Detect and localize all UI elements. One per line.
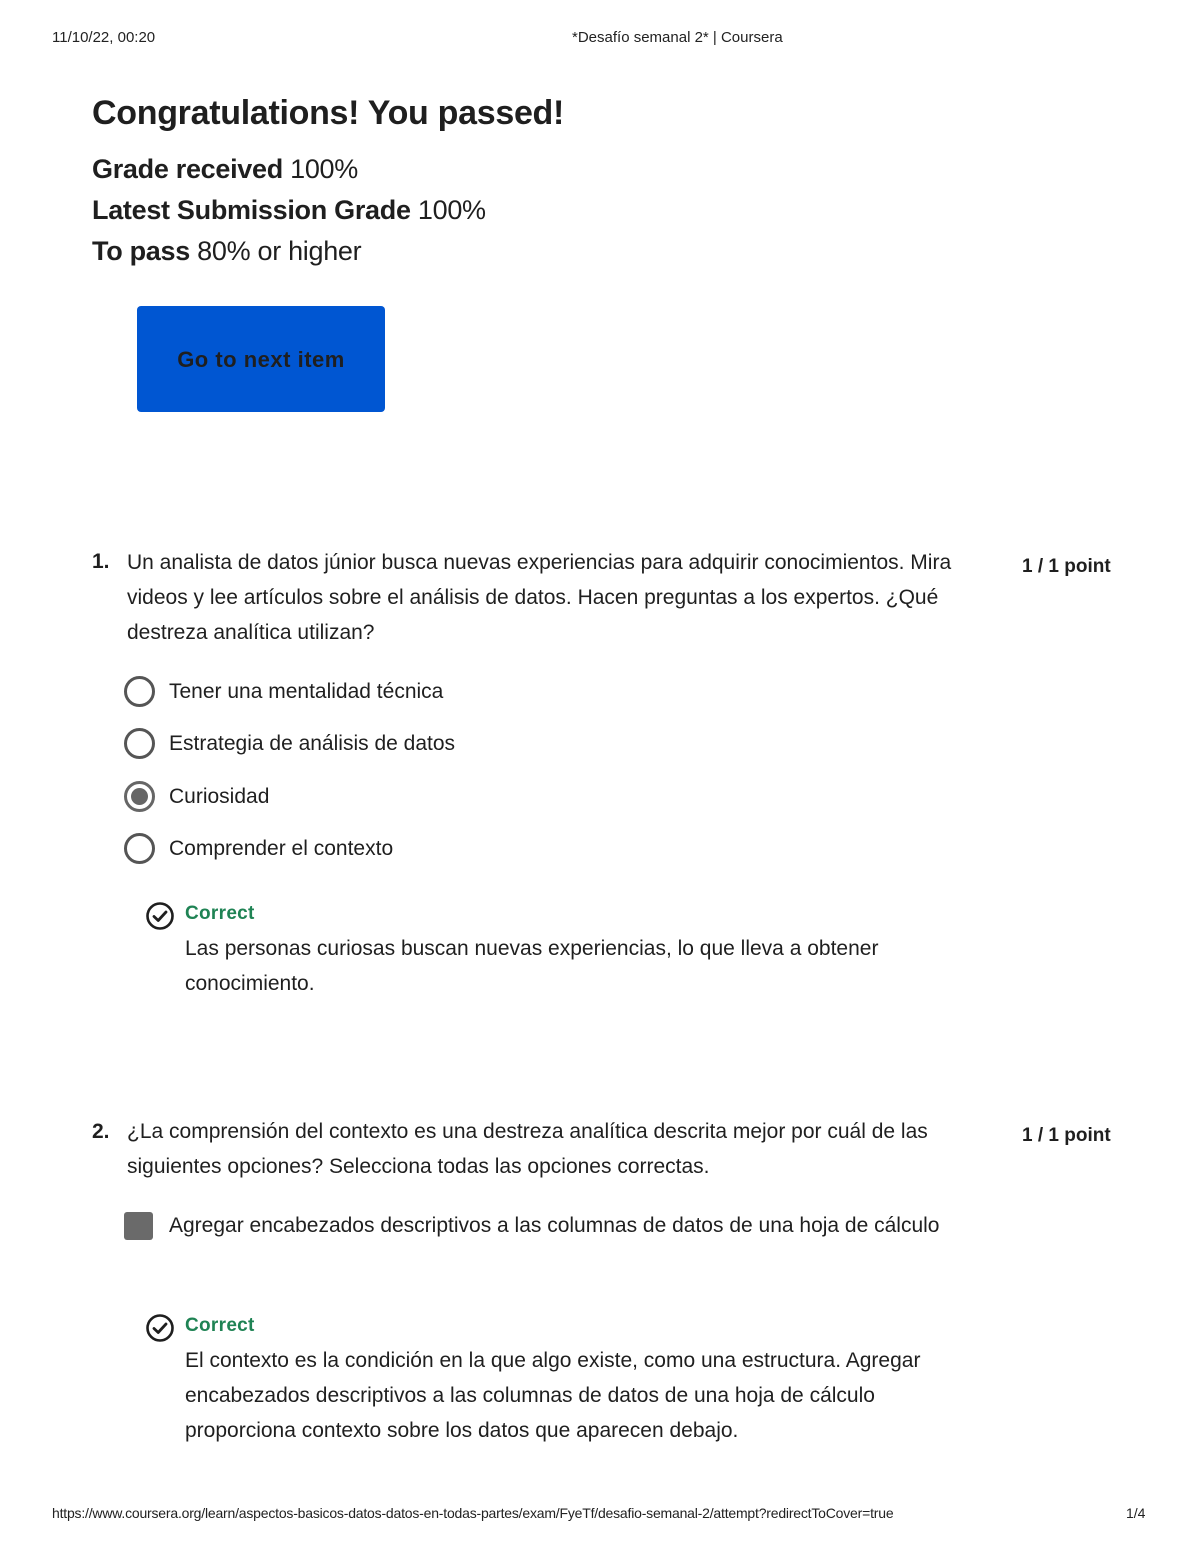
radio-button-icon[interactable] [124, 728, 155, 759]
go-to-next-item-button[interactable]: Go to next item [137, 306, 385, 412]
feedback-status: Correct [185, 903, 255, 924]
grade-received-label: Grade received [92, 154, 283, 184]
print-page-title: *Desafío semanal 2* | Coursera [572, 29, 783, 46]
radio-button-selected-icon[interactable] [124, 781, 155, 812]
to-pass-label: To pass [92, 236, 190, 266]
question-points: 1 / 1 point [1022, 1125, 1111, 1146]
latest-submission-value: 100% [417, 195, 486, 225]
feedback-text: El contexto es la condición en la que algo existe, como una estructura. Agregar encabezados descriptivos a las columnas de datos de una hoja de cálculo proporciona contexto sobre los datos que aparecen debajo. [185, 1349, 921, 1442]
print-header [0, 29, 1200, 49]
answer-option-label: Estrategia de análisis de datos [169, 732, 456, 755]
print-date: 11/10/22, 00:20 [52, 29, 156, 46]
print-url: https://www.coursera.org/learn/aspectos-basicos-datos-datos-en-todas-partes/exam/FyeTf/desafio-semanal-2/attempt?redirectToCover=true [52, 1505, 894, 1521]
feedback-status: Correct [185, 1315, 255, 1336]
latest-submission-grade [92, 195, 486, 226]
answer-option-label: Curiosidad [169, 785, 270, 808]
to-pass-value: 80% or higher [197, 236, 362, 266]
feedback-text: Las personas curiosas buscan nuevas experiencias, lo que lleva a obtener conocimiento. [185, 937, 879, 995]
latest-submission-label: Latest Submission Grade [92, 195, 411, 225]
answer-option-label: Agregar encabezados descriptivos a las columnas de datos de una hoja de cálculo [169, 1214, 940, 1237]
question-number: 2. [92, 1120, 110, 1143]
check-circle-icon [145, 901, 175, 931]
answer-option-selected[interactable] [124, 1208, 954, 1280]
print-page-number: 1/4 [1126, 1505, 1146, 1521]
answer-feedback [145, 901, 945, 1001]
radio-button-icon[interactable] [124, 833, 155, 864]
question-text: ¿La comprensión del contexto es una destreza analítica descrita mejor por cuál de las siguientes opciones? Selecciona todas las opciones correctas. [127, 1120, 928, 1178]
pass-headline: Congratulations! You passed! [92, 94, 565, 132]
grade-received [92, 154, 358, 185]
answer-option-label: Comprender el contexto [169, 837, 394, 860]
answer-feedback [145, 1313, 945, 1448]
question-points: 1 / 1 point [1022, 556, 1111, 577]
question-number: 1. [92, 550, 110, 573]
pass-threshold [92, 236, 361, 267]
radio-button-icon[interactable] [124, 676, 155, 707]
question-text: Un analista de datos júnior busca nuevas experiencias para adquirir conocimientos. Mira videos y lee artículos sobre el análisis de datos. Hacen preguntas a los expertos. ¿Qué destreza analítica utilizan? [127, 551, 952, 644]
grade-received-value: 100% [290, 154, 358, 184]
checkbox-checked-icon[interactable] [124, 1212, 153, 1240]
answer-option-label: Tener una mentalidad técnica [169, 680, 444, 703]
check-circle-icon [145, 1313, 175, 1343]
print-footer [0, 1505, 1200, 1525]
